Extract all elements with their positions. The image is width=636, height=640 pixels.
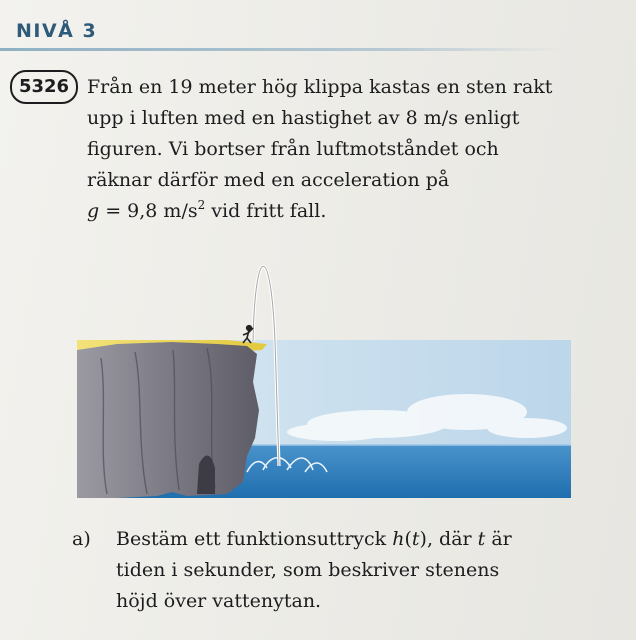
question-line: tiden i sekunder, som beskriver stenens [116,559,500,581]
acceleration-formula [87,196,587,227]
formula-value: = 9,8 m/s [99,200,198,222]
cliff-figure [77,232,571,498]
question-text: är [485,528,512,550]
question-text: Bestäm ett funktionsuttryck [116,528,393,550]
problem-line: Från en 19 meter hög klippa kastas en sten rakt [87,76,553,98]
cliff-illustration [77,232,571,498]
paren-close: ) [419,528,427,550]
question-line [116,524,616,555]
problem-line: upp i luften med en hastighet av 8 m/s enligt [87,107,520,129]
problem-line: figuren. Vi bortser från luftmotståndet och [87,138,499,160]
problem-line: räknar därför med en acceleration på [87,169,450,191]
formula-variable-g: g [87,200,100,222]
problem-number-badge: 5326 [10,70,78,104]
level-divider [0,48,560,51]
function-argument: t [411,528,420,550]
question-label: a) [72,528,91,550]
formula-rest: vid fritt fall. [205,200,327,222]
question-line: höjd över vattenytan. [116,590,322,612]
paren-open: ( [404,528,412,550]
question-body [116,524,616,617]
function-name: h [392,528,405,550]
variable-t: t [477,528,486,550]
formula-exponent: 2 [197,198,206,212]
level-heading: NIVÅ 3 [16,20,98,42]
question-text: , där [426,528,478,550]
problem-statement [87,72,587,227]
